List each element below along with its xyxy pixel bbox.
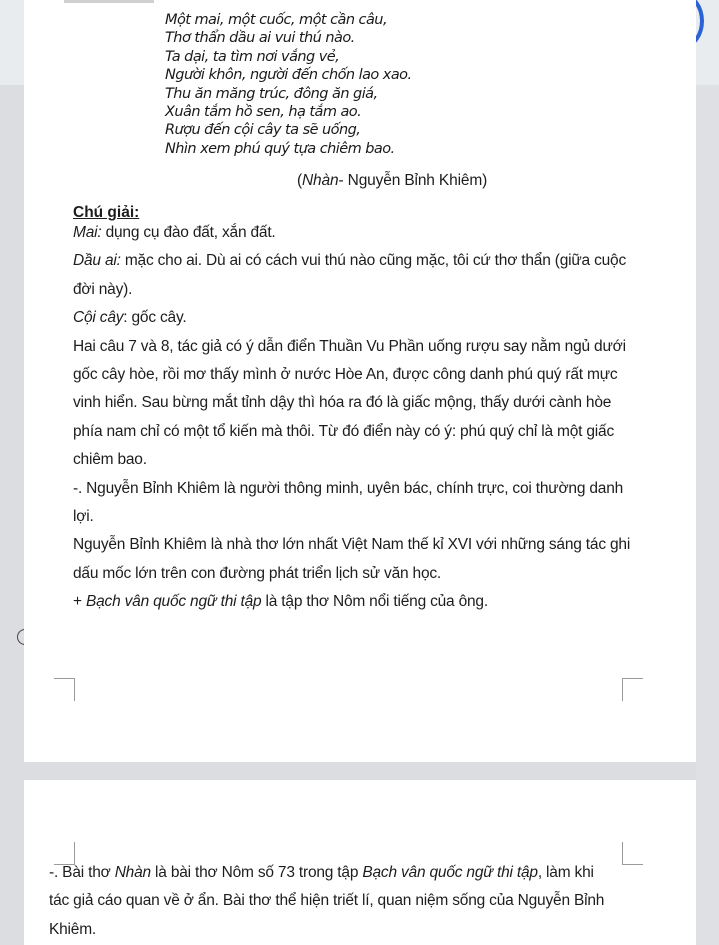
poem-line: Thơ thẩn dầu ai vui thú nào. [165, 30, 355, 47]
attribution-open: ( [297, 172, 303, 189]
note-coi-cay [73, 304, 633, 332]
poem-line: Thu ăn măng trúc, đông ăn giá, [165, 85, 378, 102]
margin-corner-mark [622, 842, 643, 865]
note-term: Dầu ai: [73, 252, 121, 270]
page-top-mark [64, 0, 154, 3]
note-definition: dụng cụ đào đất, xắn đất. [101, 224, 276, 241]
attribution-work: Nhàn [302, 172, 339, 189]
note-term: Mai: [73, 224, 102, 241]
attribution-author: - Nguyễn Bỉnh Khiêm) [338, 172, 488, 189]
note-term: Cội cây [73, 309, 124, 327]
note-paragraph: Hai câu 7 và 8, tác giả có ý dẫn điển Thuần Vu Phần uống rượu say nằm ngủ dưới gốc cây hòe, rồi mơ thấy mình ở nước Hòe An, được công danh phú quý rất mực vinh hiển. Sau bừng mắt tỉnh dậy thì hóa ra đó là giấc mộng, thấy dưới cành hòe phía nam chỉ có một tổ kiến mà thôi. Từ đó điển này có ý: phú quý chỉ là một giấc chiêm bao. [73, 337, 626, 469]
text-run: là bài thơ Nôm số 73 trong tập [150, 864, 363, 881]
note-mai [73, 219, 633, 247]
poem-line: Nhìn xem phú quý tựa chiêm bao. [165, 140, 395, 157]
document-page-1 [24, 0, 696, 762]
note-paragraph: Nguyễn Bỉnh Khiêm là nhà thơ lớn nhất Việt Nam thế kỉ XVI với những sáng tác ghi dấu mốc lớn trên con đường phát triển lịch sử văn học. [73, 536, 631, 582]
margin-corner-mark [622, 678, 643, 701]
poem-line: Xuân tắm hồ sen, hạ tắm ao. [165, 104, 362, 121]
note-dau-ai [73, 247, 633, 304]
notes-body [73, 219, 633, 617]
poem-line: Một mai, một cuốc, một cần câu, [165, 12, 388, 28]
page2-paragraph [49, 859, 609, 944]
note-paragraph: -. Nguyễn Bỉnh Khiêm là người thông minh, uyên bác, chính trực, coi thường danh lợi. [73, 479, 624, 526]
poem-line: Rượu đến cội cây ta sẽ uống, [165, 122, 361, 139]
poem-line: Ta dại, ta tìm nơi vắng vẻ, [165, 48, 340, 65]
note-definition: mặc cho ai. Dù ai có cách vui thú nào cũng mặc, tôi cứ thơ thẩn (giữa cuộc đời này). [73, 252, 627, 298]
margin-corner-mark [54, 678, 75, 701]
page2-body [49, 859, 609, 944]
note-paragraph [73, 588, 633, 616]
poem-title: Nhàn [114, 864, 151, 881]
text-run: -. Bài thơ [49, 864, 115, 881]
notes-heading: Chú giải: [73, 204, 140, 221]
text-run: , làm khi tác giả cáo quan về ở ẩn. Bài thơ thể hiện triết lí, quan niệm sống của Nguyễn Bỉnh Khiêm. [49, 864, 605, 938]
collection-title: Bạch vân quốc ngữ thi tập [85, 593, 262, 611]
collection-title: Bạch vân quốc ngữ thi tập [362, 864, 538, 881]
note-rest: là tập thơ Nôm nổi tiếng của ông. [261, 593, 488, 611]
poem-stanza [165, 11, 412, 158]
poem-attribution [297, 172, 487, 190]
poem-line: Người khôn, người đến chốn lao xao. [165, 67, 412, 84]
note-definition: : gốc cây. [123, 309, 187, 327]
viewer-scroll-area [696, 85, 719, 945]
note-prefix: + [73, 593, 86, 611]
